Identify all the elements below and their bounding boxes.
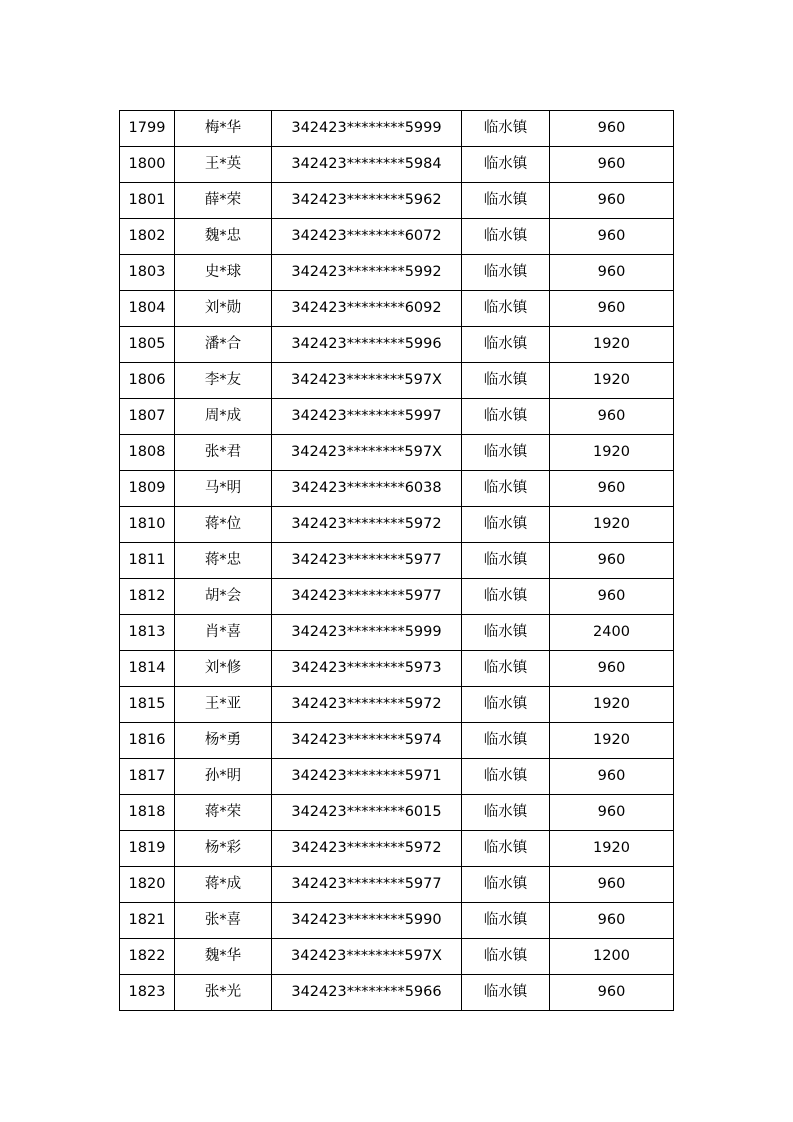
cell-serial-number: 1817 (120, 759, 175, 795)
cell-amount: 960 (550, 543, 674, 579)
cell-serial-number: 1807 (120, 399, 175, 435)
table-row (120, 291, 674, 327)
cell-name: 孙*明 (175, 759, 272, 795)
cell-id-number: 342423********5973 (272, 651, 462, 687)
cell-id-number: 342423********5999 (272, 111, 462, 147)
cell-amount: 1920 (550, 723, 674, 759)
cell-name: 薛*荣 (175, 183, 272, 219)
cell-amount: 960 (550, 471, 674, 507)
cell-id-number: 342423********5966 (272, 975, 462, 1011)
cell-name: 李*友 (175, 363, 272, 399)
cell-name: 蒋*忠 (175, 543, 272, 579)
cell-town: 临水镇 (462, 723, 550, 759)
cell-serial-number: 1822 (120, 939, 175, 975)
table-row (120, 363, 674, 399)
cell-serial-number: 1808 (120, 435, 175, 471)
cell-amount: 2400 (550, 615, 674, 651)
cell-amount: 960 (550, 903, 674, 939)
table-row (120, 435, 674, 471)
cell-town: 临水镇 (462, 111, 550, 147)
table-row (120, 219, 674, 255)
cell-name: 潘*合 (175, 327, 272, 363)
cell-name: 魏*忠 (175, 219, 272, 255)
cell-amount: 960 (550, 111, 674, 147)
table-row (120, 579, 674, 615)
cell-serial-number: 1823 (120, 975, 175, 1011)
cell-town: 临水镇 (462, 435, 550, 471)
cell-serial-number: 1820 (120, 867, 175, 903)
cell-town: 临水镇 (462, 903, 550, 939)
cell-id-number: 342423********5977 (272, 579, 462, 615)
cell-amount: 1920 (550, 831, 674, 867)
table-row (120, 507, 674, 543)
table-row (120, 183, 674, 219)
cell-id-number: 342423********5992 (272, 255, 462, 291)
cell-name: 王*英 (175, 147, 272, 183)
cell-id-number: 342423********5962 (272, 183, 462, 219)
table-row (120, 543, 674, 579)
table-row (120, 687, 674, 723)
cell-serial-number: 1803 (120, 255, 175, 291)
cell-town: 临水镇 (462, 795, 550, 831)
cell-id-number: 342423********5974 (272, 723, 462, 759)
cell-name: 杨*彩 (175, 831, 272, 867)
table-row (120, 615, 674, 651)
table-row (120, 399, 674, 435)
cell-town: 临水镇 (462, 399, 550, 435)
cell-amount: 1920 (550, 327, 674, 363)
cell-town: 临水镇 (462, 363, 550, 399)
cell-name: 马*明 (175, 471, 272, 507)
cell-id-number: 342423********5996 (272, 327, 462, 363)
cell-serial-number: 1799 (120, 111, 175, 147)
cell-name: 张*光 (175, 975, 272, 1011)
table-row (120, 255, 674, 291)
cell-town: 临水镇 (462, 147, 550, 183)
cell-amount: 960 (550, 219, 674, 255)
cell-serial-number: 1809 (120, 471, 175, 507)
cell-name: 张*君 (175, 435, 272, 471)
cell-id-number: 342423********6072 (272, 219, 462, 255)
cell-serial-number: 1819 (120, 831, 175, 867)
table-row (120, 147, 674, 183)
cell-town: 临水镇 (462, 543, 550, 579)
cell-id-number: 342423********597X (272, 435, 462, 471)
cell-name: 刘*勋 (175, 291, 272, 327)
table-row (120, 795, 674, 831)
cell-town: 临水镇 (462, 651, 550, 687)
cell-town: 临水镇 (462, 471, 550, 507)
cell-name: 胡*会 (175, 579, 272, 615)
table-row (120, 903, 674, 939)
cell-amount: 960 (550, 759, 674, 795)
cell-serial-number: 1805 (120, 327, 175, 363)
cell-amount: 960 (550, 975, 674, 1011)
cell-amount: 960 (550, 255, 674, 291)
cell-name: 蒋*位 (175, 507, 272, 543)
cell-town: 临水镇 (462, 831, 550, 867)
cell-serial-number: 1811 (120, 543, 175, 579)
cell-id-number: 342423********597X (272, 939, 462, 975)
table-row (120, 975, 674, 1011)
cell-amount: 1920 (550, 687, 674, 723)
cell-id-number: 342423********5972 (272, 831, 462, 867)
cell-serial-number: 1806 (120, 363, 175, 399)
cell-town: 临水镇 (462, 291, 550, 327)
records-body (120, 111, 674, 1011)
table-row (120, 939, 674, 975)
cell-name: 蒋*成 (175, 867, 272, 903)
cell-town: 临水镇 (462, 867, 550, 903)
table-row (120, 651, 674, 687)
cell-town: 临水镇 (462, 183, 550, 219)
cell-town: 临水镇 (462, 327, 550, 363)
cell-name: 肖*喜 (175, 615, 272, 651)
cell-amount: 1920 (550, 507, 674, 543)
cell-serial-number: 1801 (120, 183, 175, 219)
table-row (120, 471, 674, 507)
cell-name: 周*成 (175, 399, 272, 435)
cell-town: 临水镇 (462, 939, 550, 975)
cell-amount: 1920 (550, 435, 674, 471)
cell-id-number: 342423********5984 (272, 147, 462, 183)
cell-town: 临水镇 (462, 219, 550, 255)
cell-name: 魏*华 (175, 939, 272, 975)
table-row (120, 723, 674, 759)
cell-amount: 960 (550, 579, 674, 615)
cell-id-number: 342423********5999 (272, 615, 462, 651)
cell-serial-number: 1815 (120, 687, 175, 723)
cell-id-number: 342423********6038 (272, 471, 462, 507)
cell-id-number: 342423********5977 (272, 867, 462, 903)
cell-amount: 960 (550, 399, 674, 435)
table-row (120, 327, 674, 363)
cell-serial-number: 1816 (120, 723, 175, 759)
table-row (120, 867, 674, 903)
table-row (120, 831, 674, 867)
cell-town: 临水镇 (462, 579, 550, 615)
cell-id-number: 342423********5977 (272, 543, 462, 579)
cell-serial-number: 1812 (120, 579, 175, 615)
cell-name: 杨*勇 (175, 723, 272, 759)
cell-town: 临水镇 (462, 687, 550, 723)
cell-name: 梅*华 (175, 111, 272, 147)
cell-amount: 960 (550, 147, 674, 183)
cell-amount: 960 (550, 651, 674, 687)
cell-amount: 1920 (550, 363, 674, 399)
table-row (120, 759, 674, 795)
cell-serial-number: 1814 (120, 651, 175, 687)
cell-id-number: 342423********6015 (272, 795, 462, 831)
cell-serial-number: 1800 (120, 147, 175, 183)
cell-town: 临水镇 (462, 759, 550, 795)
cell-amount: 960 (550, 291, 674, 327)
cell-town: 临水镇 (462, 507, 550, 543)
cell-name: 蒋*荣 (175, 795, 272, 831)
cell-serial-number: 1818 (120, 795, 175, 831)
cell-town: 临水镇 (462, 615, 550, 651)
cell-id-number: 342423********5972 (272, 507, 462, 543)
cell-serial-number: 1813 (120, 615, 175, 651)
cell-amount: 960 (550, 867, 674, 903)
cell-id-number: 342423********5990 (272, 903, 462, 939)
records-table (119, 110, 674, 1011)
cell-name: 刘*修 (175, 651, 272, 687)
cell-amount: 960 (550, 795, 674, 831)
cell-id-number: 342423********597X (272, 363, 462, 399)
cell-id-number: 342423********5972 (272, 687, 462, 723)
cell-serial-number: 1802 (120, 219, 175, 255)
cell-id-number: 342423********6092 (272, 291, 462, 327)
cell-serial-number: 1821 (120, 903, 175, 939)
cell-name: 王*亚 (175, 687, 272, 723)
cell-name: 张*喜 (175, 903, 272, 939)
table-row (120, 111, 674, 147)
cell-town: 临水镇 (462, 975, 550, 1011)
cell-town: 临水镇 (462, 255, 550, 291)
cell-amount: 960 (550, 183, 674, 219)
cell-amount: 1200 (550, 939, 674, 975)
cell-serial-number: 1804 (120, 291, 175, 327)
cell-id-number: 342423********5971 (272, 759, 462, 795)
cell-id-number: 342423********5997 (272, 399, 462, 435)
cell-name: 史*球 (175, 255, 272, 291)
cell-serial-number: 1810 (120, 507, 175, 543)
